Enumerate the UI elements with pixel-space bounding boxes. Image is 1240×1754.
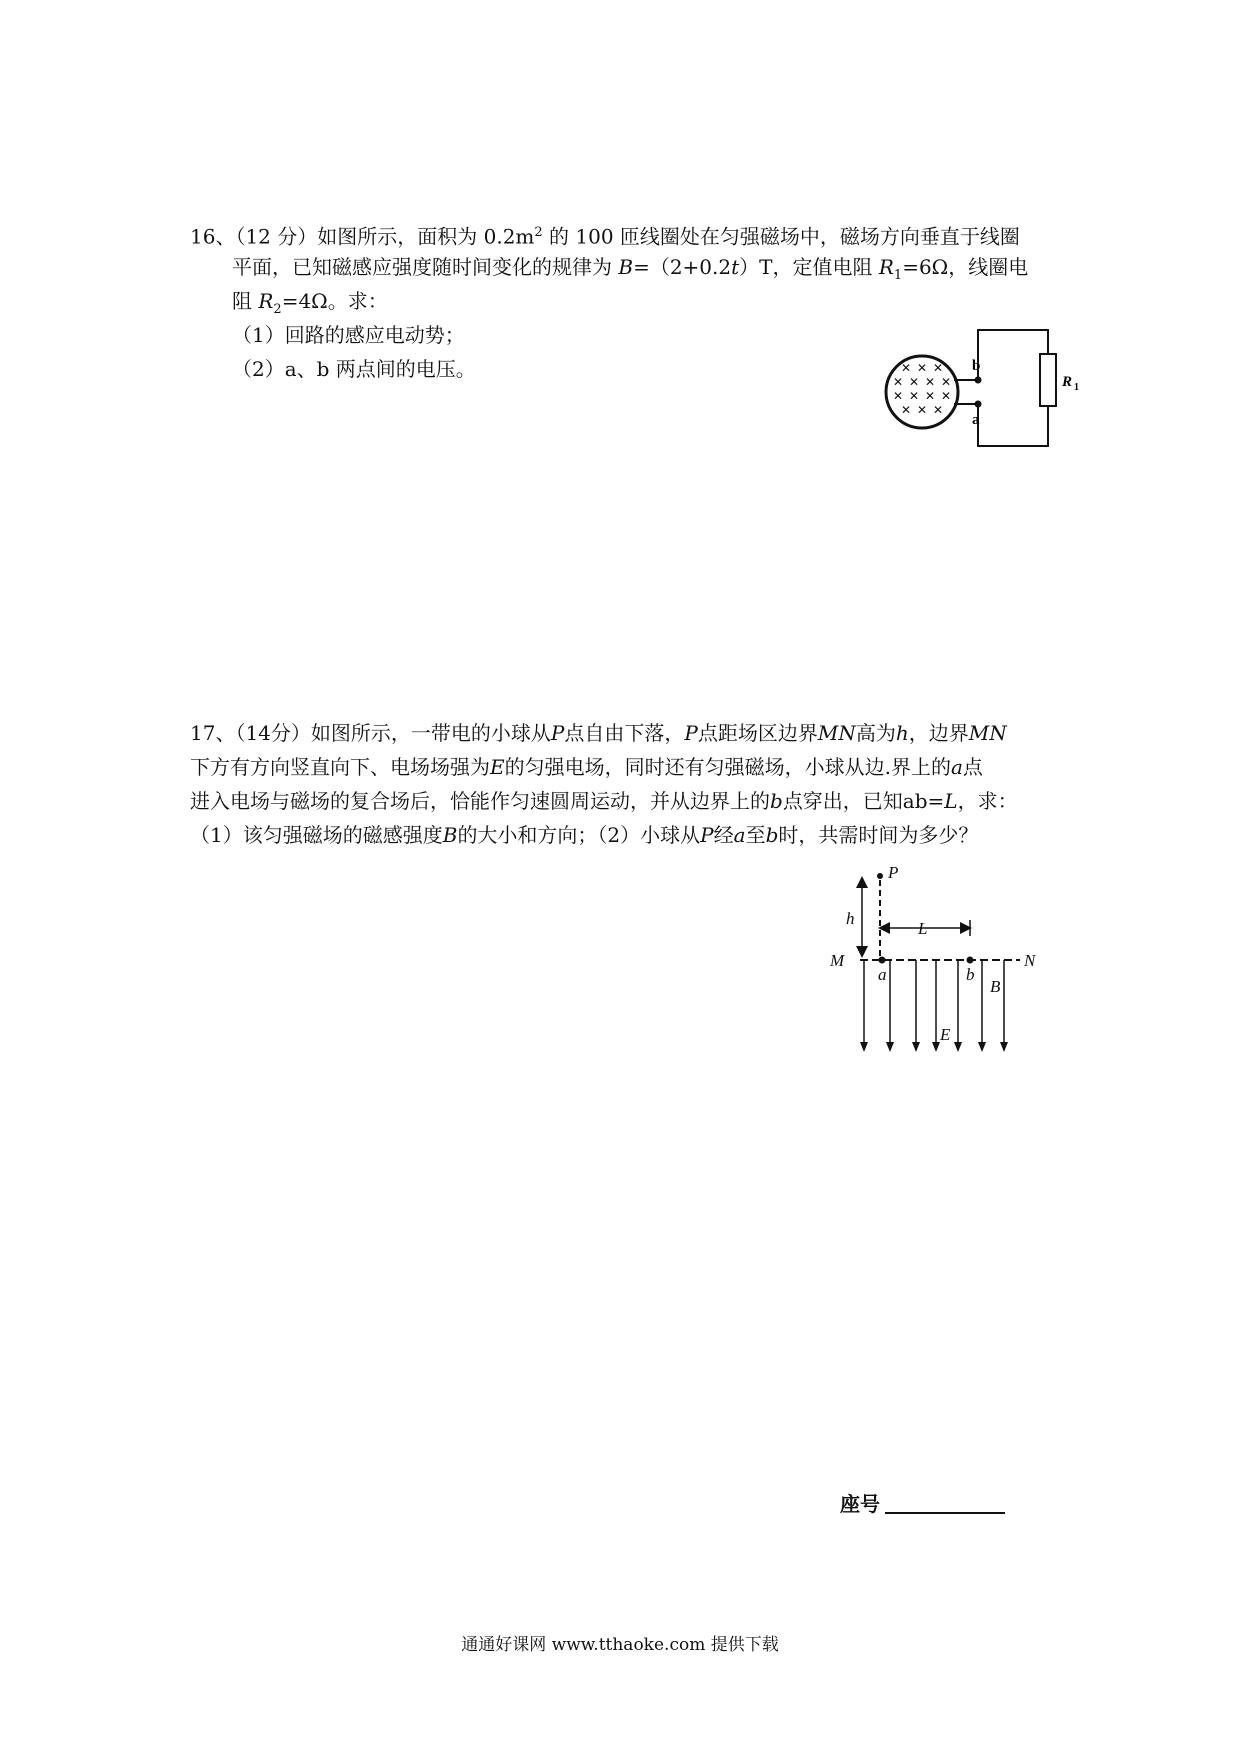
label-h: h bbox=[846, 909, 855, 928]
label-e-field: E bbox=[940, 1025, 951, 1044]
q17-line-1: 17、（14分）如图所示，一带电的小球从P点自由下落，P点距场区边界MN高为h，边界MN bbox=[190, 721, 1007, 745]
point-a bbox=[879, 957, 886, 964]
seat-number-label: 座号 bbox=[840, 1492, 880, 1516]
q16-item-1: （1）回路的感应电动势； bbox=[232, 323, 465, 347]
point-b bbox=[967, 957, 974, 964]
label-r1-sub: 1 bbox=[1074, 382, 1079, 393]
svg-text:✕: ✕ bbox=[892, 389, 904, 403]
q16-line-1: 16、（12 分）如图所示，面积为 $0.2m^2$ 的 100 匝线圈处在匀强磁场中，磁场方向垂直于线圈 bbox=[190, 224, 1020, 249]
seat-number-blank bbox=[885, 1512, 1005, 1514]
svg-text:✕: ✕ bbox=[940, 375, 952, 389]
q17-line-2: 下方有方向竖直向下、电场场强为E的匀强电场，同时还有匀强磁场，小球从边.界上的a点 bbox=[190, 755, 983, 779]
label-b-field: B bbox=[990, 977, 1001, 996]
svg-text:✕: ✕ bbox=[940, 389, 952, 403]
svg-text:✕: ✕ bbox=[900, 361, 912, 375]
svg-text:✕: ✕ bbox=[900, 403, 912, 417]
q17-figure-fields bbox=[820, 860, 1050, 1064]
footer-text: 通通好课网 www.tthaoke.com 提供下载 bbox=[461, 1635, 779, 1655]
field-arrowheads bbox=[860, 1042, 1008, 1052]
q17-line-3: 进入电场与磁场的复合场后，恰能作匀速圆周运动，并从边界上的b点穿出，已知ab=L，求： bbox=[190, 789, 1018, 813]
svg-text:✕: ✕ bbox=[924, 375, 936, 389]
q17-line-4: （1）该匀强磁场的磁感强度B的大小和方向；（2）小球从P经a至b时，共需时间为多少？ bbox=[190, 823, 979, 847]
svg-text:✕: ✕ bbox=[892, 375, 904, 389]
label-n: N bbox=[1024, 951, 1036, 970]
terminal-a bbox=[975, 401, 982, 408]
label-p: P bbox=[888, 863, 899, 882]
svg-text:✕: ✕ bbox=[924, 389, 936, 403]
q16-item-2: （2）a、b 两点间的电压。 bbox=[232, 357, 476, 381]
q16-figure-coil-circuit bbox=[880, 320, 1100, 464]
svg-text:✕: ✕ bbox=[932, 403, 944, 417]
label-a: a bbox=[878, 965, 887, 984]
svg-text:✕: ✕ bbox=[932, 361, 944, 375]
resistor-r1 bbox=[1040, 354, 1056, 406]
svg-text:✕: ✕ bbox=[916, 403, 928, 417]
lower-wire bbox=[954, 404, 1048, 446]
point-p bbox=[877, 873, 883, 879]
label-a: a bbox=[972, 412, 980, 428]
q16-line-2: 平面，已知磁感应强度随时间变化的规律为 B=（2+0.2t）T，定值电阻 $R_1=6\Omega$，线圈电 bbox=[232, 255, 1029, 283]
terminal-b bbox=[975, 377, 982, 384]
label-r1: R bbox=[1062, 374, 1073, 390]
svg-text:✕: ✕ bbox=[908, 375, 920, 389]
label-b: b bbox=[966, 965, 975, 984]
q16-line-3: 阻 $R_2=4\Omega$。求： bbox=[232, 289, 388, 317]
magnetic-field-crosses bbox=[893, 361, 951, 417]
label-b: b bbox=[972, 358, 981, 374]
svg-text:✕: ✕ bbox=[908, 389, 920, 403]
svg-text:✕: ✕ bbox=[916, 361, 928, 375]
label-l: L bbox=[918, 919, 928, 938]
label-m: M bbox=[830, 951, 845, 970]
upper-wire bbox=[954, 330, 1048, 380]
